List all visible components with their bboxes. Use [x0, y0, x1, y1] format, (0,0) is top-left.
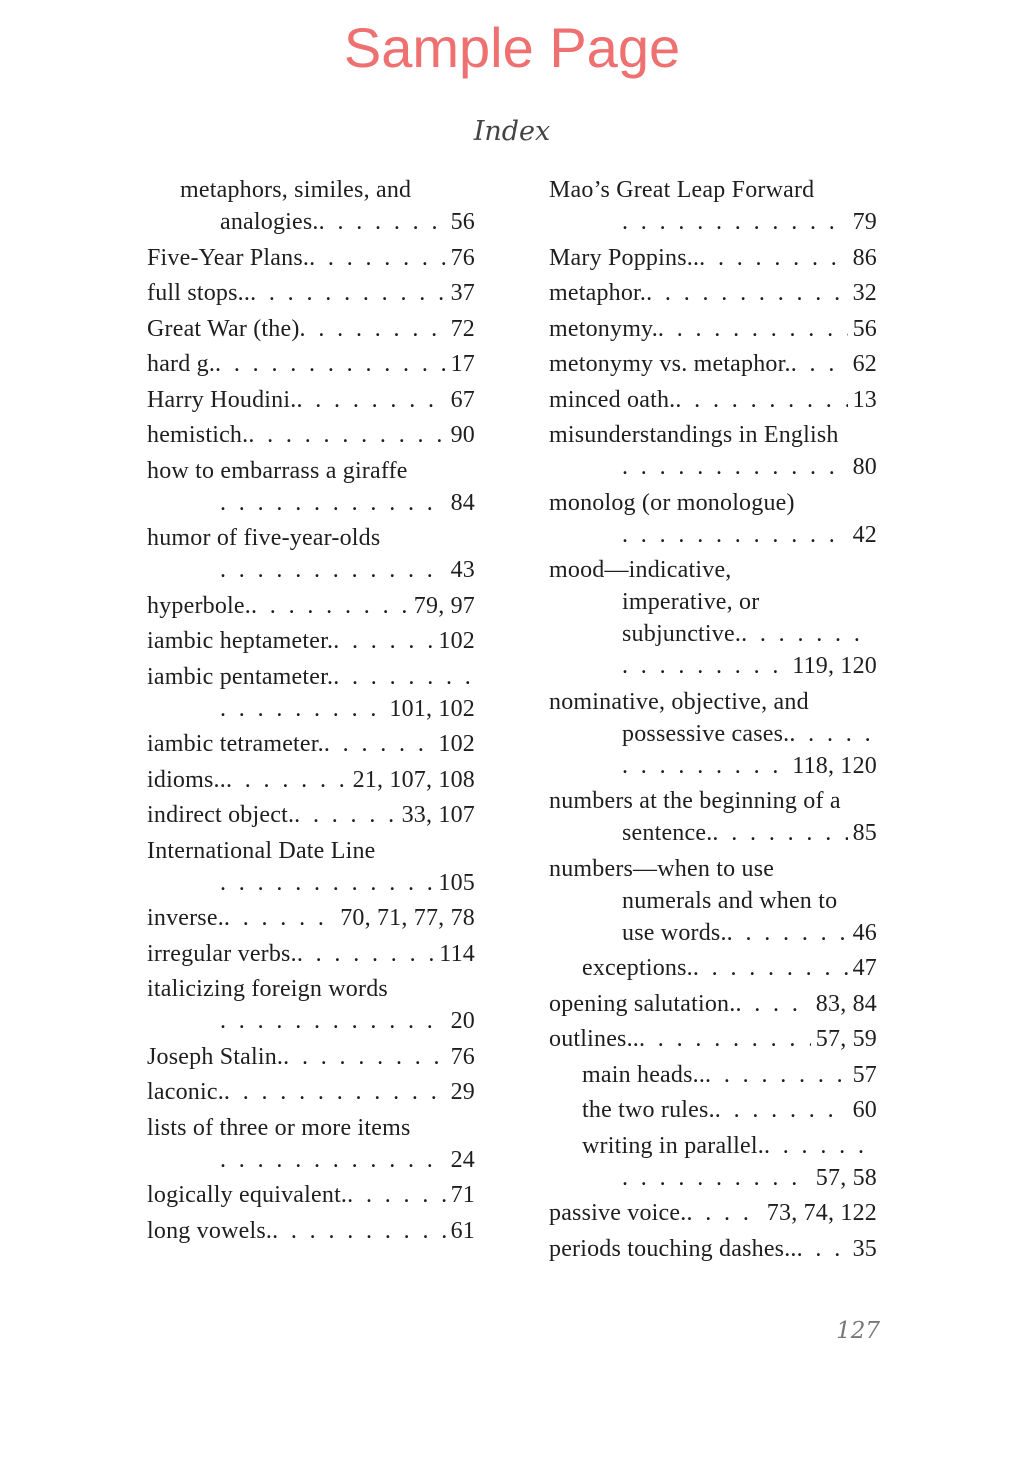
- index-entry: [147, 1112, 475, 1176]
- index-entry-line: [549, 586, 877, 618]
- index-entry-line: [549, 1197, 877, 1229]
- index-entry-line: [147, 728, 475, 760]
- index-entry-line: [549, 1162, 877, 1194]
- index-entry-line: [147, 1215, 475, 1247]
- index-term: inverse.: [147, 905, 224, 931]
- page-reference: [872, 718, 877, 750]
- index-term: long vowels.: [147, 1217, 273, 1244]
- index-entry: [549, 1059, 877, 1091]
- index-term: Mary Poppins..: [549, 244, 700, 271]
- index-term: nominative, objective, and: [549, 688, 809, 715]
- index-term: possessive cases.: [622, 720, 790, 747]
- index-term: mood—indicative,: [549, 557, 732, 583]
- index-term: irregular verbs.: [147, 940, 297, 967]
- index-term: italicizing foreign words: [147, 976, 388, 1002]
- index-entry-line: [147, 625, 475, 657]
- page-reference: 76: [450, 244, 475, 271]
- index-entry: [147, 1215, 475, 1247]
- index-entry-line: [549, 451, 877, 483]
- index-term: writing in parallel.: [582, 1132, 764, 1159]
- index-entry: [147, 625, 475, 657]
- page-reference: 70, 71, 77, 78: [340, 905, 475, 931]
- dot-leader: [220, 487, 446, 519]
- index-entry-line: [147, 554, 475, 586]
- dot-leader: [797, 1233, 848, 1265]
- dot-leader: [220, 554, 446, 586]
- page-reference: 119, 120: [792, 653, 877, 679]
- index-term: indirect object.: [147, 802, 295, 828]
- dot-leader: [224, 902, 335, 934]
- index-entry-line: [147, 1144, 475, 1176]
- dot-leader: [220, 867, 433, 899]
- index-entry-line: [549, 618, 877, 650]
- dot-leader: [646, 277, 847, 309]
- dot-leader: [622, 650, 787, 682]
- dot-leader: [789, 718, 872, 750]
- index-entry: [147, 348, 475, 380]
- page-reference: 101, 102: [389, 695, 475, 722]
- index-entry: [549, 487, 877, 551]
- index-entry-line: [147, 1112, 475, 1144]
- index-term: Harry Houdini.: [147, 386, 297, 413]
- index-term: full stops..: [147, 280, 251, 306]
- index-entry: [549, 785, 877, 849]
- index-entry-line: [549, 817, 877, 849]
- dot-leader: [248, 419, 445, 451]
- dot-leader: [712, 817, 847, 849]
- index-entry-line: [147, 661, 475, 693]
- dot-leader: [215, 348, 446, 380]
- index-entry-line: [549, 853, 877, 885]
- index-entry-line: [549, 785, 877, 817]
- index-term: iambic heptameter.: [147, 628, 334, 654]
- index-entry-line: [147, 174, 475, 206]
- dot-leader: [741, 618, 872, 650]
- page-reference: 56: [450, 209, 475, 235]
- page-reference: 29: [450, 1079, 475, 1105]
- page-reference: 67: [450, 386, 475, 413]
- index-entry: [147, 973, 475, 1037]
- index-entry-line: [549, 750, 877, 782]
- dot-leader: [699, 242, 847, 274]
- index-term: main heads..: [582, 1061, 706, 1088]
- page-reference: 35: [852, 1235, 877, 1262]
- index-entry: [147, 902, 475, 934]
- page-reference: 79, 97: [413, 592, 475, 619]
- dot-leader: [333, 661, 470, 693]
- page-reference: 73, 74, 122: [766, 1200, 877, 1226]
- index-entry-line: [147, 487, 475, 519]
- page-reference: 84: [450, 489, 475, 516]
- index-entry-line: [549, 384, 877, 416]
- page-reference: 76: [450, 1043, 475, 1070]
- index-entry: [549, 686, 877, 782]
- dot-leader: [686, 1197, 761, 1229]
- page-reference: 37: [450, 280, 475, 306]
- page-reference: 71: [450, 1182, 475, 1208]
- dot-leader: [250, 277, 446, 309]
- page-reference: [872, 1130, 877, 1162]
- page-reference: 57, 59: [815, 1026, 877, 1052]
- index-entry-line: [549, 242, 877, 274]
- index-entry: [147, 1041, 475, 1073]
- index-term: Mao’s Great Leap Forward: [549, 177, 815, 203]
- page-reference: 21, 107, 108: [352, 766, 475, 793]
- index-term: lists of three or more items: [147, 1114, 411, 1141]
- index-entry: [147, 384, 475, 416]
- index-term: exceptions.: [582, 955, 693, 981]
- index-term: the two rules.: [582, 1097, 715, 1123]
- index-term: laconic.: [147, 1079, 224, 1105]
- page-reference: 33, 107: [401, 802, 475, 828]
- dot-leader: [319, 206, 446, 238]
- index-entry: [549, 952, 877, 984]
- index-entry-line: [549, 1023, 877, 1055]
- page-title: Index: [473, 116, 551, 147]
- index-term: metonymy vs. metaphor.: [549, 351, 791, 377]
- index-entry: [147, 242, 475, 274]
- index-entry: [549, 1233, 877, 1265]
- index-entry-line: [147, 206, 475, 238]
- index-term: idioms..: [147, 766, 226, 793]
- index-entry-line: [549, 174, 877, 206]
- page-reference: 118, 120: [792, 752, 877, 779]
- index-entry: [147, 1179, 475, 1211]
- index-term: numerals and when to: [622, 887, 838, 914]
- page-reference: 32: [852, 280, 877, 306]
- index-entry-line: [147, 973, 475, 1005]
- page-reference: 56: [852, 315, 877, 342]
- index-entry: [147, 728, 475, 760]
- index-term: misunderstandings in English: [549, 422, 839, 448]
- index-term: logically equivalent.: [147, 1182, 348, 1208]
- index-entry: [147, 1076, 475, 1108]
- index-entry-line: [147, 522, 475, 554]
- dot-leader: [705, 1059, 848, 1091]
- index-entry: [147, 522, 475, 586]
- dot-leader: [226, 764, 348, 796]
- index-entry: [147, 277, 475, 309]
- index-entry-line: [147, 799, 475, 831]
- page-reference: 114: [439, 940, 475, 967]
- index-entry-line: [147, 693, 475, 725]
- index-entry-line: [549, 419, 877, 451]
- index-entry: [549, 1197, 877, 1229]
- index-term: numbers—when to use: [549, 855, 775, 882]
- page-reference: 61: [450, 1217, 475, 1244]
- index-entry-line: [549, 1130, 877, 1162]
- dot-leader: [658, 313, 848, 345]
- index-entry: [549, 242, 877, 274]
- dot-leader: [622, 451, 848, 483]
- dot-leader: [220, 1144, 446, 1176]
- page-reference: 83, 84: [815, 990, 877, 1017]
- dot-leader: [297, 938, 434, 970]
- dot-leader: [296, 384, 445, 416]
- index-entry-line: [147, 764, 475, 796]
- index-term: analogies.: [220, 209, 319, 235]
- index-entry-line: [549, 1233, 877, 1265]
- index-term: hard g.: [147, 351, 216, 377]
- page-reference: 43: [450, 557, 475, 583]
- index-entry-line: [147, 1179, 475, 1211]
- index-entry: [549, 1130, 877, 1194]
- index-term: metaphors, similes, and: [180, 177, 412, 203]
- page-reference: 57: [852, 1061, 877, 1088]
- page-reference: 20: [450, 1008, 475, 1034]
- page-reference: 57, 58: [815, 1164, 877, 1191]
- page-number: 127: [836, 1318, 880, 1344]
- index-term: opening salutation.: [549, 990, 736, 1017]
- index-entry-line: [549, 1059, 877, 1091]
- index-entry: [549, 419, 877, 483]
- dot-leader: [735, 988, 810, 1020]
- index-term: metonymy.: [549, 315, 658, 342]
- page-reference: 46: [852, 919, 877, 946]
- index-entry-line: [549, 487, 877, 519]
- index-entry-line: [147, 455, 475, 487]
- index-term: how to embarrass a giraffe: [147, 457, 408, 484]
- index-entry: [549, 277, 877, 309]
- index-term: Great War (the): [147, 315, 300, 342]
- index-entry-line: [549, 686, 877, 718]
- page-reference: 62: [852, 351, 877, 377]
- index-term: outlines..: [549, 1026, 639, 1052]
- page-reference: 85: [852, 820, 877, 846]
- page-reference: 60: [852, 1097, 877, 1123]
- index-entry: [147, 590, 475, 622]
- index-entry-line: [549, 650, 877, 682]
- index-term: imperative, or: [622, 589, 760, 615]
- index-entry: [549, 853, 877, 949]
- index-column-right: [549, 174, 877, 1268]
- index-entry: [147, 455, 475, 519]
- index-entry-line: [147, 1005, 475, 1037]
- page-reference: 79: [852, 209, 877, 235]
- page-reference: 42: [852, 521, 877, 548]
- index-term: iambic pentameter.: [147, 663, 334, 690]
- index-term: hemistich.: [147, 422, 249, 448]
- index-entry: [549, 1023, 877, 1055]
- dot-leader: [272, 1215, 446, 1247]
- index-entry-line: [147, 902, 475, 934]
- index-entry: [147, 764, 475, 796]
- dot-leader: [300, 313, 446, 345]
- index-term: sentence.: [622, 820, 713, 846]
- dot-leader: [764, 1130, 872, 1162]
- dot-leader: [333, 625, 433, 657]
- page-reference: [872, 618, 877, 650]
- page-reference: 102: [438, 628, 475, 654]
- index-term: humor of five-year-olds: [147, 525, 381, 551]
- index-term: subjunctive.: [622, 621, 742, 647]
- index-entry-line: [549, 206, 877, 238]
- dot-leader: [309, 242, 445, 274]
- index-entry: [549, 313, 877, 345]
- dot-leader: [675, 384, 847, 416]
- index-term: International Date Line: [147, 837, 376, 864]
- index-entry: [549, 348, 877, 380]
- index-entry-line: [147, 277, 475, 309]
- index-term: metaphor.: [549, 280, 647, 306]
- index-entry: [549, 1094, 877, 1126]
- dot-leader: [715, 1094, 848, 1126]
- index-entry: [549, 174, 877, 238]
- index-entry-line: [549, 988, 877, 1020]
- dot-leader: [622, 206, 848, 238]
- index-entry-line: [549, 885, 877, 917]
- page-reference: 72: [450, 315, 475, 342]
- dot-leader: [283, 1041, 445, 1073]
- index-entry: [147, 661, 475, 725]
- index-entry: [147, 799, 475, 831]
- dot-leader: [791, 348, 848, 380]
- dot-leader: [294, 799, 396, 831]
- index-column-left: [147, 174, 475, 1250]
- index-term: use words.: [622, 919, 727, 946]
- dot-leader: [224, 1076, 446, 1108]
- index-entry-line: [147, 1076, 475, 1108]
- index-entry-line: [549, 554, 877, 586]
- page-reference: [470, 661, 475, 693]
- page-reference: 24: [450, 1146, 475, 1173]
- dot-leader: [220, 693, 384, 725]
- index-entry: [549, 384, 877, 416]
- index-entry: [147, 174, 475, 238]
- index-term: numbers at the beginning of a: [549, 788, 841, 814]
- index-entry-line: [549, 277, 877, 309]
- index-entry: [147, 938, 475, 970]
- index-entry-line: [549, 348, 877, 380]
- index-entry: [147, 835, 475, 899]
- dot-leader: [622, 519, 848, 551]
- page-reference: 86: [852, 244, 877, 271]
- index-entry-line: [147, 1041, 475, 1073]
- index-entry: [147, 419, 475, 451]
- index-entry-line: [147, 348, 475, 380]
- index-entry-line: [147, 313, 475, 345]
- page-reference: 47: [852, 955, 877, 981]
- index-entry-line: [549, 917, 877, 949]
- index-entry-line: [147, 242, 475, 274]
- index-entry: [549, 554, 877, 682]
- index-term: Joseph Stalin.: [147, 1043, 284, 1070]
- index-entry-line: [147, 835, 475, 867]
- page-reference: 17: [450, 351, 475, 377]
- dot-leader: [251, 590, 409, 622]
- page-reference: 102: [438, 731, 475, 757]
- dot-leader: [622, 750, 787, 782]
- page-reference: 105: [438, 869, 475, 896]
- index-entry-line: [549, 952, 877, 984]
- sample-page-watermark: Sample Page: [343, 16, 681, 79]
- page-reference: 80: [852, 454, 877, 480]
- index-term: periods touching dashes..: [549, 1235, 797, 1262]
- page-reference: 13: [852, 386, 877, 413]
- index-term: hyperbole.: [147, 592, 251, 619]
- index-term: passive voice.: [549, 1200, 687, 1226]
- dot-leader: [622, 1162, 811, 1194]
- index-entry-line: [549, 519, 877, 551]
- index-entry-line: [147, 938, 475, 970]
- index-entry-line: [549, 718, 877, 750]
- index-entry-line: [549, 1094, 877, 1126]
- dot-leader: [347, 1179, 445, 1211]
- index-entry-line: [549, 313, 877, 345]
- index-entry-line: [147, 867, 475, 899]
- index-entry: [549, 988, 877, 1020]
- dot-leader: [639, 1023, 811, 1055]
- dot-leader: [693, 952, 848, 984]
- index-term: monolog (or monologue): [549, 489, 795, 516]
- index-entry: [147, 313, 475, 345]
- dot-leader: [727, 917, 848, 949]
- index-term: iambic tetrameter.: [147, 731, 324, 757]
- dot-leader: [324, 728, 434, 760]
- index-term: Five-Year Plans.: [147, 244, 310, 271]
- index-term: minced oath.: [549, 386, 676, 413]
- index-entry-line: [147, 419, 475, 451]
- dot-leader: [220, 1005, 446, 1037]
- index-entry-line: [147, 384, 475, 416]
- index-entry-line: [147, 590, 475, 622]
- page-reference: 90: [450, 422, 475, 448]
